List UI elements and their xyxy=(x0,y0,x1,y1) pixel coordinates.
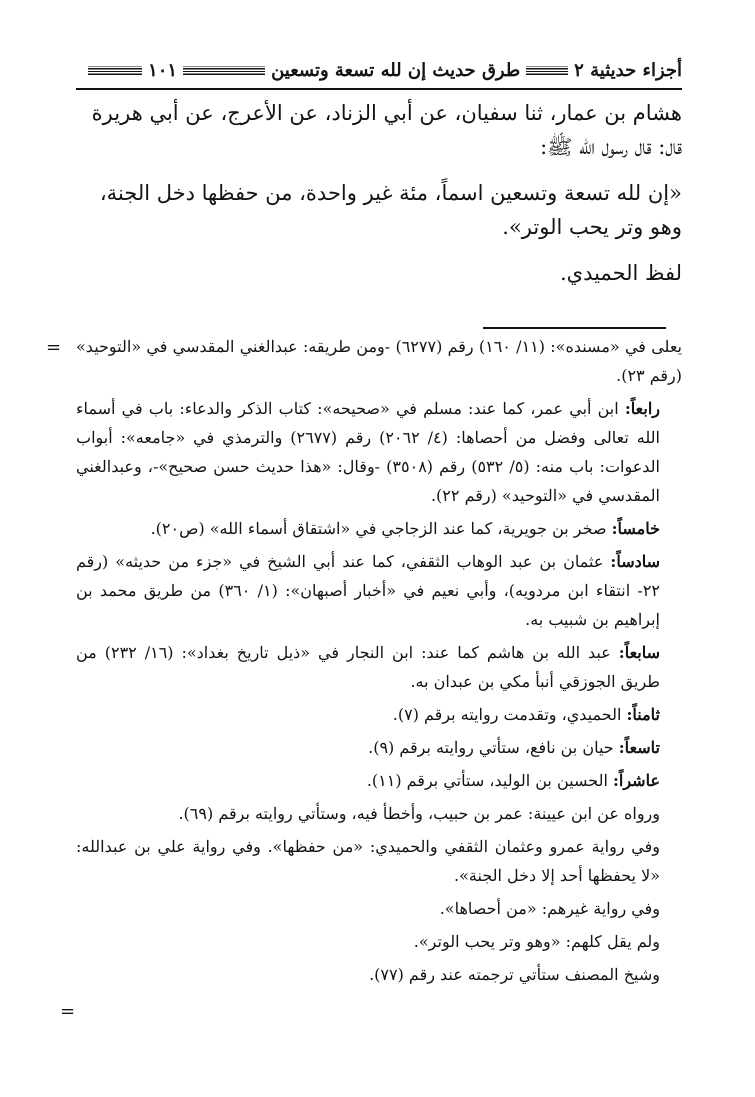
footnote-paragraph: تاسعاً: حيان بن نافع، ستأتي روايته برقم (٩). xyxy=(368,738,660,757)
running-header xyxy=(76,52,682,88)
footnotes xyxy=(76,332,682,993)
hadith-text: وهو وتر يحب الوتر». xyxy=(502,215,682,239)
footnote-paragraph: ورواه عن ابن عيينة: عمر بن حبيب، وأخطأ فيه، وستأتي روايته برقم (٦٩). xyxy=(178,804,660,823)
header-series-title: أجزاء حديثية ٢ xyxy=(574,59,682,81)
page-number: ١٠١ xyxy=(148,59,178,81)
footnote-paragraph: سادساً: عثمان بن عبد الوهاب الثقفي، كما عند أبي الشيخ في «جزء من حديثه» (رقم ٢٢- انتقاء ابن مردويه)، وأبي نعيم في «أخبار أصبهان»: (١/ ٣٦٠) من طريق محمد بن إبراهيم بن شبيب به. xyxy=(76,552,661,629)
footnote-paragraph: سابعاً: عبد الله بن هاشم كما عند: ابن النجار في «ذيل تاريخ بغداد»: (١٦/ ٢٣٢) من طريق الجوزقي أنبأ مكي بن عبدان به. xyxy=(76,643,661,691)
footnote-paragraph: وفي رواية عمرو وعثمان الثقفي والحميدي: «من حفظها». وفي رواية علي بن عبدالله: «لا يحفظها أحد إلا دخل الجنة». xyxy=(76,837,660,885)
header-ornament xyxy=(526,66,568,75)
footnote-paragraph: خامساً: صخر بن جويرية، كما عند الزجاجي في «اشتقاق أسماء الله» (ص٢٠). xyxy=(150,519,660,538)
header-rule xyxy=(76,88,682,90)
hadith-text: «إن لله تسعة وتسعين اسماً، مئة غير واحدة، من حفظها دخل الجنة، xyxy=(99,181,682,205)
continuation-mark: = xyxy=(60,1001,76,1022)
continuation-mark: = xyxy=(46,337,62,358)
main-line: لفظ الحميدي. xyxy=(559,261,682,285)
footnote-paragraph: وشيخ المصنف ستأتي ترجمته عند رقم (٧٧). xyxy=(369,965,660,984)
header-chapter-title: طرق حديث إن لله تسعة وتسعين xyxy=(271,59,521,81)
footnote-paragraph: ثامناً: الحميدي، وتقدمت روايته برقم (٧). xyxy=(392,705,660,724)
footnote-paragraph: وفي رواية غيرهم: «من أحصاها». xyxy=(439,899,660,918)
header-ornament xyxy=(183,66,265,75)
footnote-paragraph: رابعاً: ابن أبي عمر، كما عند: مسلم في «صحيحه»: كتاب الذكر والدعاء: باب في أسماء الله تعالى وفضل من أحصاها: (٤/ ٢٠٦٢) رقم (٢٦٧٧) والترمذي في «جامعه»: أبواب الدعوات: باب منه: (٥/ ٥٣٢) رقم (٣٥٠٨) -وقال: «هذا حديث حسن صحيح»-، وعبدالغني المقدسي في «التوحيد» (رقم ٢٢). xyxy=(76,399,660,505)
main-line: قال: قال رسول الله ﷺ: xyxy=(540,135,682,159)
header-ornament xyxy=(88,66,142,75)
footnote-paragraph: ولم يقل كلهم: «وهو وتر يحب الوتر». xyxy=(413,932,660,951)
main-line: هشام بن عمار، ثنا سفيان، عن أبي الزناد، عن الأعرج، عن أبي هريرة xyxy=(91,101,682,125)
footnote-separator xyxy=(483,327,666,329)
footnote-paragraph: عاشراً: الحسين بن الوليد، ستأتي برقم (١١). xyxy=(366,771,660,790)
footnote-paragraph: يعلى في «مسنده»: (١١/ ١٦٠) رقم (٦٢٧٧) -ومن طريقه: عبدالغني المقدسي في «التوحيد» (رقم ٢٣). xyxy=(76,337,683,385)
main-text xyxy=(76,96,682,290)
